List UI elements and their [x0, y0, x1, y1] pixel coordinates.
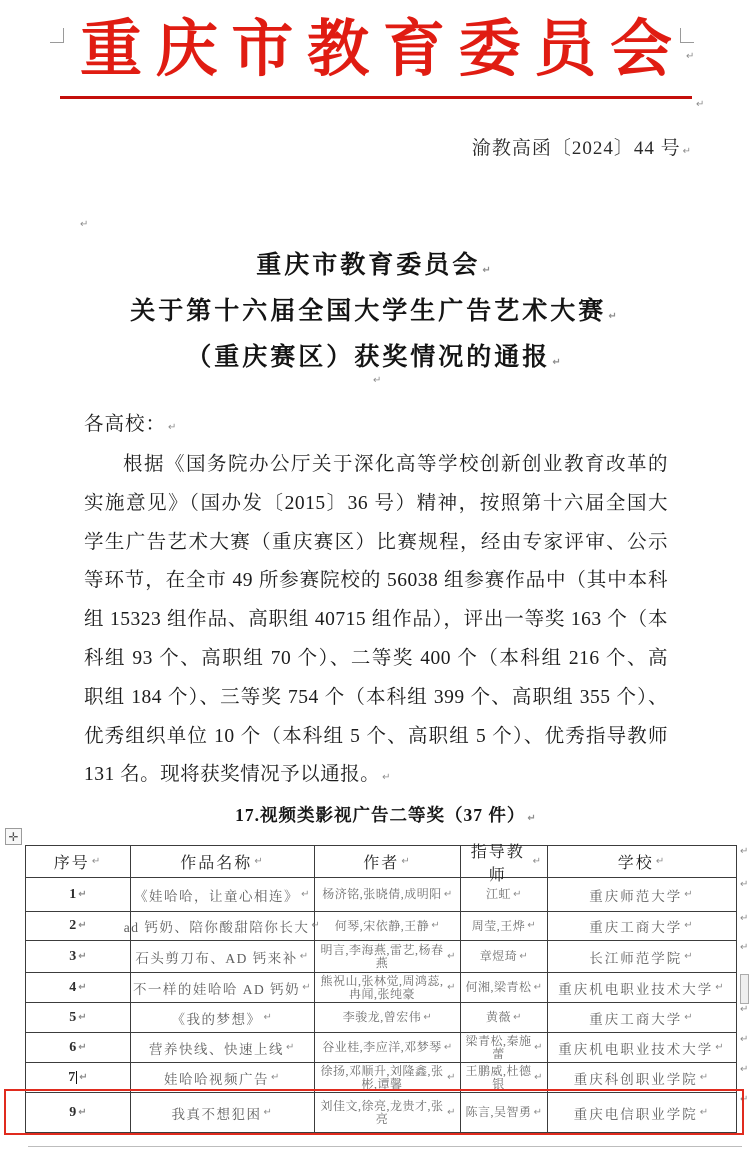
body-text-line: 131 名。现将获奖情况予以通报。 ↵: [84, 764, 392, 786]
paragraph-mark: ↵: [608, 311, 620, 322]
cell-end-mark: ↵: [684, 888, 695, 900]
cell-teachers: 陈言,吴智勇 ↵: [461, 1093, 548, 1133]
cell-teachers: 黄薇 ↵: [461, 1003, 548, 1033]
cell-row-number: 3 ↵: [25, 941, 131, 973]
row-end-mark: [737, 878, 750, 912]
row-end-mark: [737, 1033, 750, 1063]
row-end-mark: [737, 1003, 750, 1033]
cell-school: 重庆科创职业学院 ↵: [548, 1063, 737, 1093]
cell-work-title: 我真不想犯困 ↵: [131, 1093, 315, 1133]
cell-end-mark: ↵: [401, 855, 412, 867]
body-text-line: 学生广告艺术大赛（重庆赛区）比赛规程，经由专家评审、公示: [84, 531, 668, 553]
cell-end-mark: ↵: [286, 1041, 296, 1053]
cell-end-mark: ↵: [740, 879, 749, 890]
row-end-mark: [737, 845, 750, 878]
cell-end-mark: ↵: [79, 1071, 88, 1083]
paragraph-mark: ↵: [168, 422, 178, 433]
cell-end-mark: ↵: [431, 920, 441, 931]
cell-end-mark: ↵: [443, 888, 453, 900]
cell-work-title: 营养快线、快速上线 ↵: [131, 1033, 315, 1063]
cell-teachers: 江虹 ↵: [461, 878, 548, 912]
cell-school: 重庆电信职业学院 ↵: [548, 1093, 737, 1133]
cell-authors: 李骏龙,曾宏伟 ↵: [315, 1003, 461, 1033]
cell-end-mark: ↵: [91, 855, 103, 867]
cell-end-mark: ↵: [533, 1106, 543, 1118]
cell-authors: 徐扬,邓顺升,刘隆鑫,张彬,谭馨 ↵: [315, 1063, 461, 1093]
table-caption: 17.视频类影视广告二等奖（37 件） ↵: [235, 805, 537, 825]
body-paragraph: [84, 446, 668, 795]
cell-teachers: 章煜琦 ↵: [461, 941, 548, 973]
cell-work-title: 不一样的娃哈哈 AD 钙奶 ↵: [131, 973, 315, 1003]
cell-end-mark: ↵: [447, 1106, 456, 1118]
paragraph-mark: ↵: [382, 772, 392, 784]
body-text-line: 等环节，在全市 49 所参赛院校的 56038 组参赛作品中（其中本科: [84, 570, 668, 592]
cell-end-mark: ↵: [740, 1094, 749, 1105]
cell-end-mark: ↵: [447, 950, 456, 962]
cell-end-mark: ↵: [311, 920, 322, 931]
title-line: 关于第十六届全国大学生广告艺术大赛 ↵: [130, 298, 620, 325]
cell-school: 重庆师范大学 ↵: [548, 878, 737, 912]
cell-work-title: 娃哈哈视频广告 ↵: [131, 1063, 315, 1093]
paragraph-mark: ↵: [482, 265, 494, 276]
cell-end-mark: ↵: [263, 1106, 274, 1118]
cell-row-number: 4 ↵: [25, 973, 131, 1003]
cell-end-mark: ↵: [534, 1071, 543, 1083]
body-text-line: 科组 93 个、高职组 70 个）、二等奖 400 个（本科组 216 个、高: [84, 647, 668, 669]
highlight-annotation-row-9: [4, 1089, 744, 1135]
cell-school: 重庆工商大学 ↵: [548, 1003, 737, 1033]
cell-end-mark: ↵: [699, 1106, 711, 1118]
body-text-line: 实施意见》（国办发〔2015〕36 号）精神，按照第十六届全国大: [84, 492, 668, 514]
table-header-teachers: 指导教师 ↵: [461, 845, 548, 878]
cell-school: 长江师范学院 ↵: [548, 941, 737, 973]
row-end-mark: [737, 912, 750, 941]
cell-end-mark: ↵: [78, 1041, 87, 1053]
cell-authors: 刘佳文,徐亮,龙贵才,张亮 ↵: [315, 1093, 461, 1133]
body-text-line: 职组 184 个）、三等奖 754 个（本科组 399 个、高职组 355 个）、: [84, 686, 668, 708]
cell-school: 重庆工商大学 ↵: [548, 912, 737, 941]
cell-end-mark: ↵: [740, 1004, 749, 1015]
cell-end-mark: ↵: [715, 1041, 726, 1053]
cell-work-title: ad 钙奶、陪你酸甜陪你长大 ↵: [131, 912, 315, 941]
cell-school: 重庆机电职业技术大学 ↵: [548, 973, 737, 1003]
cell-row-number: 5 ↵: [25, 1003, 131, 1033]
text-boundary-mark-right: [680, 28, 694, 43]
text-boundary-mark-left: [50, 28, 64, 43]
body-text-line: 组 15323 组作品、高职组 40715 组作品），评出一等奖 163 个（本: [84, 609, 668, 631]
cell-authors: 何琴,宋依静,王静 ↵: [315, 912, 461, 941]
cell-end-mark: ↵: [301, 888, 311, 900]
body-text-line: 根据《国务院办公厅关于深化高等学校创新创业教育改革的: [123, 454, 668, 475]
cell-end-mark: ↵: [740, 942, 749, 953]
cell-end-mark: ↵: [684, 950, 695, 962]
cell-end-mark: ↵: [699, 1071, 711, 1083]
cell-end-mark: ↵: [443, 1041, 453, 1053]
cell-end-mark: ↵: [684, 1011, 695, 1023]
cell-end-mark: ↵: [78, 920, 87, 931]
cell-work-title: 《娃哈哈，让童心相连》 ↵: [131, 878, 315, 912]
title-line: 重庆市教育委员会 ↵: [256, 252, 494, 279]
cell-end-mark: ↵: [254, 855, 265, 867]
text-cursor: [76, 1071, 77, 1084]
page-bottom-rule: [28, 1146, 742, 1147]
paragraph-mark: ↵: [696, 99, 705, 110]
cell-authors: 明言,李海燕,雷艺,杨春燕 ↵: [315, 941, 461, 973]
paragraph-mark: ↵: [527, 813, 537, 824]
cell-teachers: 王鹏威,杜德银 ↵: [461, 1063, 548, 1093]
cell-end-mark: ↵: [740, 846, 749, 857]
cell-end-mark: ↵: [740, 913, 749, 924]
cell-end-mark: ↵: [78, 981, 87, 993]
table-header-authors: 作者 ↵: [315, 845, 461, 878]
cell-row-number: 7 ↵: [25, 1063, 131, 1093]
cell-end-mark: ↵: [519, 950, 529, 962]
cell-teachers: 何湘,梁青松 ↵: [461, 973, 548, 1003]
cell-end-mark: ↵: [532, 855, 543, 867]
cell-end-mark: ↵: [740, 1064, 749, 1075]
cell-end-mark: ↵: [715, 981, 726, 993]
cell-end-mark: ↵: [655, 855, 667, 867]
paragraph-mark: ↵: [552, 357, 564, 368]
cell-end-mark: ↵: [78, 950, 87, 962]
table-resize-handle[interactable]: [740, 974, 749, 1004]
cell-end-mark: ↵: [534, 1041, 543, 1053]
document-title: [0, 243, 750, 381]
salutation: 各高校： ↵: [84, 414, 178, 435]
cell-end-mark: ↵: [423, 1011, 433, 1023]
cell-row-number: 6 ↵: [25, 1033, 131, 1063]
paragraph-mark: ↵: [686, 51, 695, 62]
cell-end-mark: ↵: [263, 1011, 274, 1023]
paragraph-mark: ↵: [80, 219, 89, 230]
row-end-mark: [737, 941, 750, 973]
cell-end-mark: ↵: [271, 1071, 281, 1083]
cell-end-mark: ↵: [684, 920, 695, 931]
cell-end-mark: ↵: [302, 981, 313, 993]
table-header-work-title: 作品名称 ↵: [131, 845, 315, 878]
cell-end-mark: ↵: [740, 1034, 749, 1045]
cell-work-title: 《我的梦想》 ↵: [131, 1003, 315, 1033]
cell-end-mark: ↵: [527, 920, 537, 931]
document-number: 渝教高函〔2024〕44 号 ↵: [471, 138, 692, 159]
cell-end-mark: ↵: [299, 950, 310, 962]
cell-row-number: 1 ↵: [25, 878, 131, 912]
cell-end-mark: ↵: [78, 888, 87, 900]
cell-end-mark: ↵: [447, 981, 456, 993]
cell-end-mark: ↵: [78, 1011, 87, 1023]
cell-authors: 熊祝山,张林觉,周鸿蕊,冉闻,张纯豪 ↵: [315, 973, 461, 1003]
cell-school: 重庆机电职业技术大学 ↵: [548, 1033, 737, 1063]
body-text-line: 优秀组织单位 10 个（本科组 5 个、高职组 5 个）、优秀指导教师: [84, 725, 668, 747]
cell-end-mark: ↵: [533, 981, 543, 993]
table-header-school: 学校 ↵: [548, 845, 737, 878]
cell-teachers: 周莹,王烨 ↵: [461, 912, 548, 941]
cell-work-title: 石头剪刀布、AD 钙来补 ↵: [131, 941, 315, 973]
cell-end-mark: ↵: [78, 1106, 87, 1118]
cell-end-mark: ↵: [513, 1011, 522, 1023]
cell-teachers: 梁青松,秦施蕾 ↵: [461, 1033, 548, 1063]
letterhead-rule: [60, 96, 692, 99]
cell-authors: 谷业桂,李应洋,邓梦琴 ↵: [315, 1033, 461, 1063]
title-line: （重庆赛区）获奖情况的通报 ↵: [186, 344, 564, 371]
table-move-handle-icon[interactable]: ✛: [5, 828, 22, 845]
cell-end-mark: ↵: [513, 888, 522, 900]
paragraph-mark: ↵: [373, 375, 382, 386]
letterhead-title: 重庆市教育委员会: [80, 16, 672, 84]
paragraph-mark: ↵: [682, 146, 692, 157]
cell-row-number: 9 ↵: [25, 1093, 131, 1133]
cell-authors: 杨济铭,张晓倩,成明阳 ↵: [315, 878, 461, 912]
cell-end-mark: ↵: [447, 1071, 456, 1083]
cell-row-number: 2 ↵: [25, 912, 131, 941]
table-header-no: 序号 ↵: [25, 845, 131, 878]
